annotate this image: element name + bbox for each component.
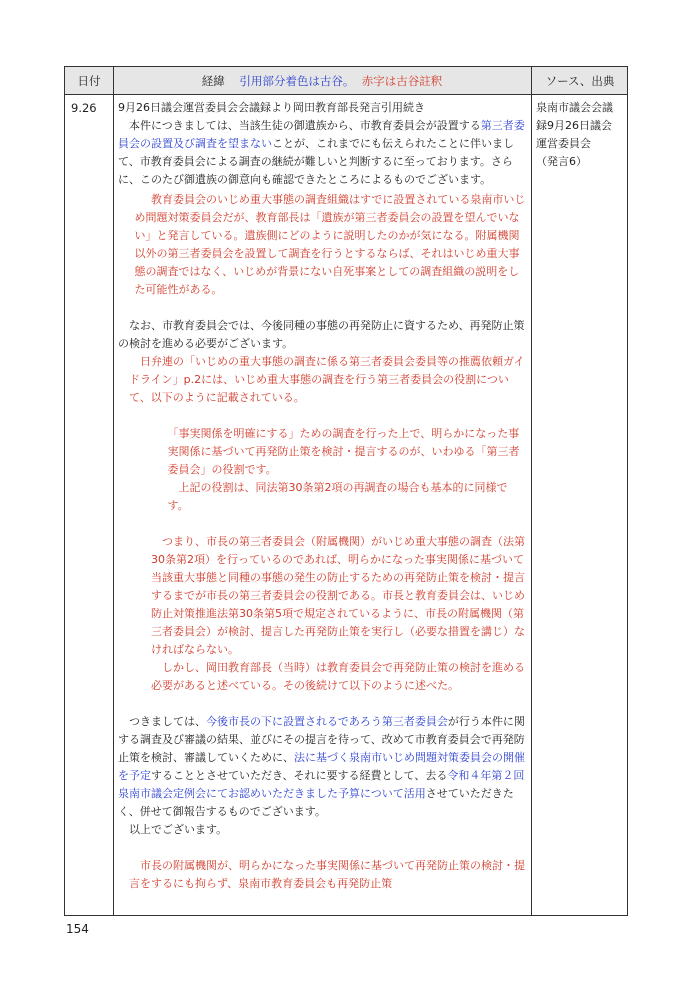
row-source bbox=[536, 99, 626, 171]
chronology-table bbox=[64, 66, 628, 916]
column-divider bbox=[113, 67, 114, 915]
header-note-blue: 引用部分着色は古谷。 bbox=[239, 74, 355, 88]
quote-highlight: 今後市長の下に設置されるであろう第三者委員会 bbox=[206, 715, 448, 728]
quote-closing: 以上でございます。 bbox=[129, 823, 228, 836]
source-line: 録9月26日議会 bbox=[536, 119, 612, 132]
quote-paragraph-1 bbox=[118, 117, 526, 189]
annotation-3: つまり、市長の第三者委員会（附属機関）がいじめ重大事態の調査（法第30条第2項）を行っているのであれば、明らかになった事実関係に基づいて当該重大事態と同種の事態の発生の防止するための再発防止策を検討・提言するまでが市長の第三者委員会の役割である。市長と教育委員会は、いじめ防止対策推進法第30条第5項で規定されているように、市長の附属機関（第三者委員会）が検討、提言した再発防止策を実行し（必要な措置を講じ）なければならない。 bbox=[151, 535, 525, 656]
column-divider bbox=[531, 67, 532, 915]
quote-text: ことが、これまでにも伝えられたことに伴いまして、市教育委員会による調査の継続が難しいと判断するに至っております。さらに、このたび御遺族の御意向も確認できたところによるものでございます。 bbox=[118, 137, 514, 186]
annotation-5: 市長の附属機関が、明らかになった事実関係に基づいて再発防止策の検討・提言をするにも拘らず、泉南市教育委員会も再発防止策 bbox=[129, 859, 525, 890]
quote-paragraph-2: なお、市教育委員会では、今後同種の事態の再発防止に資するため、再発防止策の検討を進める必要がございます。 bbox=[118, 319, 525, 350]
quote-highlight: 令和４年第２回泉南市議会定例会にてお認めいただきました予算について活用 bbox=[118, 769, 525, 800]
quote-text: 本件につきましては、当該生徒の御遺族から、市教育委員会が設置する bbox=[129, 119, 481, 132]
quote-text: することとさせていただき、それに要する経費として、去る bbox=[151, 769, 448, 782]
quote-text: つきましては、 bbox=[129, 715, 206, 728]
quote-highlight: 法に基づく泉南市いじめ問題対策委員会の開催を予定 bbox=[118, 751, 525, 782]
source-line: （発言6） bbox=[536, 155, 587, 168]
annotation-1: 教育委員会のいじめ重大事態の調査組織はすでに設置されている泉南市いじめ問題対策委員会だが、教育部長は「遺族が第三者委員会の設置を望んでいない」と発言している。遺族側にどのように説明したのかが気になる。附属機関以外の第三者委員会を設置して調査を行うとするならば、それはいじめ重大事態の調査ではなく、いじめが背景にない自死事案としての調査組織の説明をした可能性がある。 bbox=[134, 193, 526, 296]
annotation-2: 日弁連の「いじめの重大事態の調査に係る第三者委員会委員等の推薦依頼ガイドライン」p.2には、いじめ重大事態の調査を行う第三者委員会の役割について、以下のように記載されている。 bbox=[129, 355, 525, 404]
row-date: 9.26 bbox=[71, 101, 97, 115]
guideline-note: 上記の役割は、同法第30条第2項の再調査の場合も基本的に同様です。 bbox=[167, 481, 508, 512]
header-content-label: 経緯 bbox=[201, 74, 225, 88]
page-number: 154 bbox=[66, 922, 89, 936]
header-note-red: 赤字は古谷註釈 bbox=[361, 74, 443, 88]
header-content bbox=[113, 67, 531, 95]
quote-text: が行う本件に関する調査及び審議の結果、並びにその提言を待って、改めて市教育委員会で再発防止策を検討、審議していくために、 bbox=[118, 715, 525, 764]
quote-highlight: 第三者委員会の設置及び調査を望まない bbox=[118, 119, 525, 150]
entry-title: 9月26日議会運営委員会会議録より岡田教育部長発言引用続き bbox=[118, 101, 425, 114]
row-content bbox=[118, 99, 526, 893]
source-line: 泉南市議会会議 bbox=[536, 101, 613, 114]
annotation-4: しかし、岡田教育部長（当時）は教育委員会で再発防止策の検討を進める必要があると述べている。その後続けて以下のように述べた。 bbox=[151, 661, 525, 692]
guideline-quote: 「事実関係を明確にする」ための調査を行った上で、明らかになった事実関係に基づいて再発防止策を検討・提言するのが、いわゆる「第三者委員会」の役割です。 bbox=[167, 427, 520, 476]
header-source: ソース、出典 bbox=[545, 74, 615, 88]
header-date: 日付 bbox=[77, 74, 101, 88]
quote-paragraph-3 bbox=[118, 713, 526, 821]
source-line: 運営委員会 bbox=[536, 137, 591, 150]
quote-text: させていただきたく、併せて御報告するものでございます。 bbox=[118, 787, 514, 818]
